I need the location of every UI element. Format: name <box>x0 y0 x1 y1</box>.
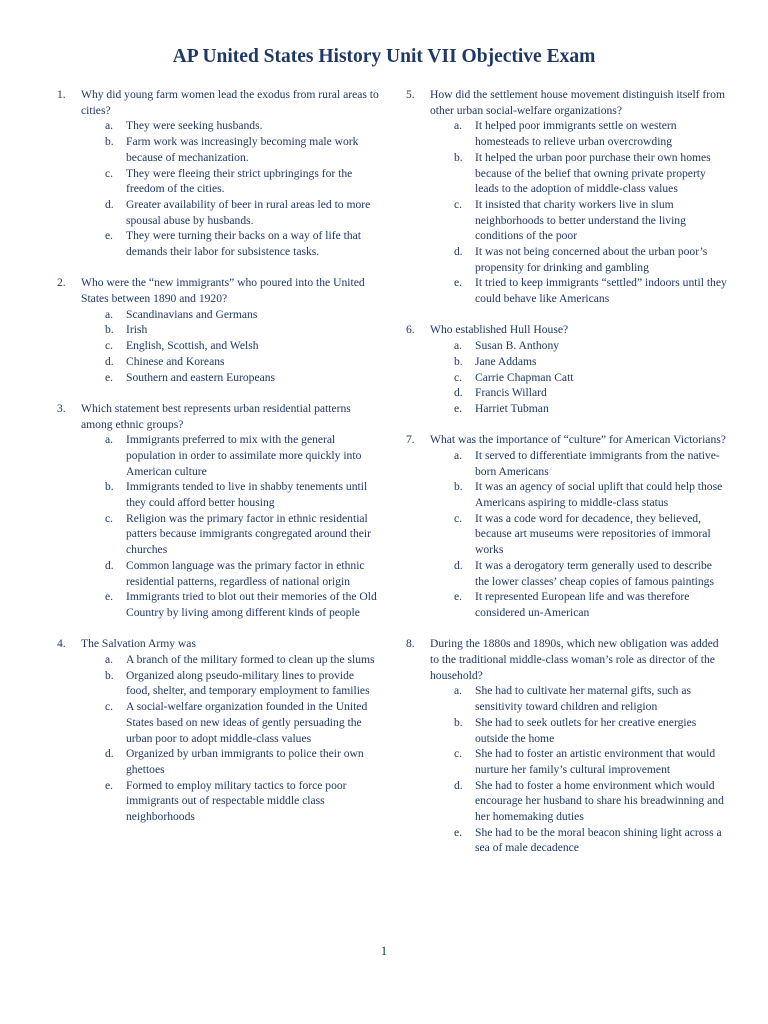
answer-option <box>81 746 379 777</box>
option-text: Francis Willard <box>475 386 547 400</box>
question-1 <box>57 87 379 260</box>
option-text: Jane Addams <box>475 354 537 368</box>
answer-option <box>430 150 728 197</box>
answer-options <box>81 307 379 386</box>
answer-option <box>430 683 728 714</box>
answer-option <box>81 558 379 589</box>
answer-option <box>81 134 379 165</box>
option-letter: a. <box>454 339 463 353</box>
option-letter: c. <box>105 166 114 180</box>
option-text: She had to foster a home environment which would encourage her husband to share his breadwinning and her homemaking duties <box>475 778 724 824</box>
option-letter: d. <box>454 245 463 259</box>
option-text: It represented European life and was therefore considered un-American <box>475 590 690 619</box>
answer-options <box>430 118 728 306</box>
option-letter: c. <box>454 511 463 525</box>
question-3 <box>57 401 379 621</box>
option-letter: a. <box>454 684 463 698</box>
option-letter: e. <box>105 370 114 384</box>
left-column <box>57 87 379 840</box>
answer-option <box>430 448 728 479</box>
option-text: It insisted that charity workers live in slum neighborhoods to better understand the living conditions of the poor <box>475 197 686 243</box>
answer-option <box>430 370 728 386</box>
option-text: Carrie Chapman Catt <box>475 370 574 384</box>
answer-option <box>81 699 379 746</box>
answer-option <box>81 228 379 259</box>
option-letter: d. <box>454 778 463 792</box>
option-letter: b. <box>105 480 114 494</box>
option-text: Immigrants tried to blot out their memories of the Old Country by living among different kinds of people <box>126 590 377 619</box>
question-text: Who were the “new immigrants” who poured into the United States between 1890 and 1920? <box>81 276 365 306</box>
option-text: Immigrants tended to live in shabby tenements until they could afford better housing <box>126 480 368 510</box>
option-letter: e. <box>454 590 463 604</box>
answer-options <box>430 448 728 621</box>
answer-options <box>81 432 379 620</box>
option-letter: b. <box>454 715 463 729</box>
answer-option <box>430 354 728 370</box>
option-text: She had to foster an artistic environment that would nurture her family’s cultural improvement <box>475 747 716 776</box>
question-number: 6. <box>406 323 415 337</box>
answer-option <box>430 197 728 244</box>
answer-option <box>81 166 379 197</box>
question-5 <box>406 87 728 307</box>
answer-option <box>81 338 379 354</box>
option-letter: a. <box>105 119 114 133</box>
question-text: What was the importance of “culture” for American Victorians? <box>430 433 726 447</box>
option-text: Southern and eastern Europeans <box>126 370 276 384</box>
option-letter: b. <box>454 354 463 368</box>
option-text: It was an agency of social uplift that could help those Americans aspiring to middle-class status <box>475 480 723 510</box>
answer-option <box>430 778 728 825</box>
answer-option <box>430 401 728 417</box>
option-letter: d. <box>454 386 463 400</box>
answer-options <box>430 683 728 856</box>
answer-option <box>430 589 728 620</box>
option-letter: a. <box>454 448 463 462</box>
option-text: They were fleeing their strict upbringings for the freedom of the cities. <box>126 166 353 196</box>
question-text: Why did young farm women lead the exodus from rural areas to cities? <box>81 88 379 117</box>
option-letter: a. <box>105 307 114 321</box>
option-letter: b. <box>454 480 463 494</box>
answer-option <box>430 558 728 589</box>
option-text: A branch of the military formed to clean up the slums <box>126 652 375 666</box>
option-text: Greater availability of beer in rural areas led to more spousal abuse by husbands. <box>126 197 371 227</box>
question-text: Which statement best represents urban residential patterns among ethnic groups? <box>81 401 351 431</box>
answer-option <box>430 511 728 558</box>
option-text: English, Scottish, and Welsh <box>126 339 259 353</box>
page-number: 1 <box>380 944 388 958</box>
option-text: She had to be the moral beacon shining light across a sea of male decadence <box>475 825 722 855</box>
option-letter: e. <box>105 778 114 792</box>
option-letter: b. <box>454 150 463 164</box>
option-text: Organized by urban immigrants to police their own ghettoes <box>126 747 364 776</box>
question-2 <box>57 275 379 385</box>
answer-option <box>81 778 379 825</box>
option-letter: b. <box>105 668 114 682</box>
answer-option <box>430 825 728 856</box>
question-text: How did the settlement house movement distinguish itself from other urban social-welfare organizations? <box>430 88 725 117</box>
option-text: Immigrants preferred to mix with the general population in order to assimilate more quickly into American culture <box>126 433 362 478</box>
option-text: Scandinavians and Germans <box>126 307 258 321</box>
option-text: Formed to employ military tactics to force poor immigrants out of respectable middle class neighborhoods <box>126 778 347 824</box>
question-7 <box>406 432 728 620</box>
option-letter: c. <box>105 339 114 353</box>
option-text: Religion was the primary factor in ethnic residential patters because immigrants congregated around their churches <box>126 511 371 557</box>
option-text: It helped the urban poor purchase their own homes because of the belief that owning private property leads to the adoption of middle-class values <box>475 150 711 196</box>
answer-option <box>430 746 728 777</box>
answer-option <box>430 275 728 306</box>
option-text: Common language was the primary factor in ethnic residential patterns, regardless of national origin <box>126 558 365 588</box>
option-letter: a. <box>105 652 114 666</box>
answer-option <box>430 118 728 149</box>
option-letter: e. <box>454 276 463 290</box>
question-number: 3. <box>57 401 66 415</box>
option-text: She had to seek outlets for her creative energies outside the home <box>475 715 697 745</box>
option-letter: e. <box>105 590 114 604</box>
answer-option <box>81 668 379 699</box>
option-text: She had to cultivate her maternal gifts, such as sensitivity toward children and religion <box>475 684 692 714</box>
option-text: It helped poor immigrants settle on western homesteads to relieve urban overcrowding <box>475 119 677 149</box>
option-letter: d. <box>105 747 114 761</box>
answer-option <box>430 385 728 401</box>
answer-option <box>430 244 728 275</box>
option-text: Chinese and Koreans <box>126 354 225 368</box>
option-text: Irish <box>126 323 148 337</box>
question-text: Who established Hull House? <box>430 323 569 337</box>
option-letter: d. <box>105 197 114 211</box>
right-column <box>406 87 728 872</box>
answer-option <box>81 197 379 228</box>
answer-option <box>81 479 379 510</box>
option-letter: d. <box>105 354 114 368</box>
question-number: 4. <box>57 637 66 651</box>
option-letter: e. <box>454 401 463 415</box>
answer-option <box>81 511 379 558</box>
answer-option <box>81 322 379 338</box>
answer-options <box>81 118 379 259</box>
option-letter: c. <box>454 370 463 384</box>
answer-options <box>81 652 379 825</box>
option-letter: d. <box>105 558 114 572</box>
answer-options <box>430 338 728 417</box>
question-number: 1. <box>57 88 66 101</box>
option-letter: e. <box>454 825 463 839</box>
option-text: Harriet Tubman <box>475 401 549 415</box>
question-number: 7. <box>406 433 415 447</box>
option-letter: b. <box>105 323 114 337</box>
answer-option <box>430 479 728 510</box>
question-text: During the 1880s and 1890s, which new obligation was added to the traditional middle-class woman’s role as director of the household? <box>430 637 719 682</box>
option-text: It tried to keep immigrants “settled” indoors until they could behave like Americans <box>475 276 727 306</box>
option-text: It was a derogatory term generally used to describe the lower classes’ cheap copies of famous paintings <box>475 558 714 588</box>
option-letter: c. <box>454 197 463 211</box>
option-text: Organized along pseudo-military lines to provide food, shelter, and temporary employment to families <box>126 668 370 698</box>
option-letter: b. <box>105 135 114 149</box>
option-letter: d. <box>454 558 463 572</box>
answer-option <box>81 307 379 323</box>
question-number: 8. <box>406 637 415 651</box>
question-8 <box>406 636 728 856</box>
option-text: It was not being concerned about the urban poor’s propensity for drinking and gambling <box>475 245 708 274</box>
question-number: 2. <box>57 276 66 290</box>
answer-option <box>81 354 379 370</box>
option-text: It was a code word for decadence, they believed, because art museums were repositories of immoral works <box>475 511 711 557</box>
option-text: It served to differentiate immigrants from the native-born Americans <box>475 448 720 478</box>
option-text: A social-welfare organization founded in the United States based on new ideas of gently persuading the urban poor to adopt middle-class values <box>126 700 368 745</box>
answer-option <box>81 432 379 479</box>
option-text: Farm work was increasingly becoming male work because of mechanization. <box>126 135 359 164</box>
option-letter: a. <box>454 119 463 133</box>
answer-option <box>81 370 379 386</box>
answer-option <box>81 652 379 668</box>
option-letter: e. <box>105 229 114 243</box>
question-6 <box>406 322 728 416</box>
option-letter: a. <box>105 433 114 447</box>
answer-option <box>430 338 728 354</box>
option-text: Susan B. Anthony <box>475 339 560 353</box>
question-number: 5. <box>406 88 415 101</box>
option-letter: c. <box>105 700 114 714</box>
option-text: They were turning their backs on a way of life that demands their labor for subsistence tasks. <box>126 229 362 259</box>
answer-option <box>81 589 379 620</box>
question-4 <box>57 636 379 824</box>
option-text: They were seeking husbands. <box>126 119 263 133</box>
option-letter: c. <box>105 511 114 525</box>
answer-option <box>81 118 379 134</box>
answer-option <box>430 715 728 746</box>
page-title: AP United States History Unit VII Objective Exam <box>172 46 596 67</box>
option-letter: c. <box>454 747 463 761</box>
question-text: The Salvation Army was <box>81 637 196 651</box>
